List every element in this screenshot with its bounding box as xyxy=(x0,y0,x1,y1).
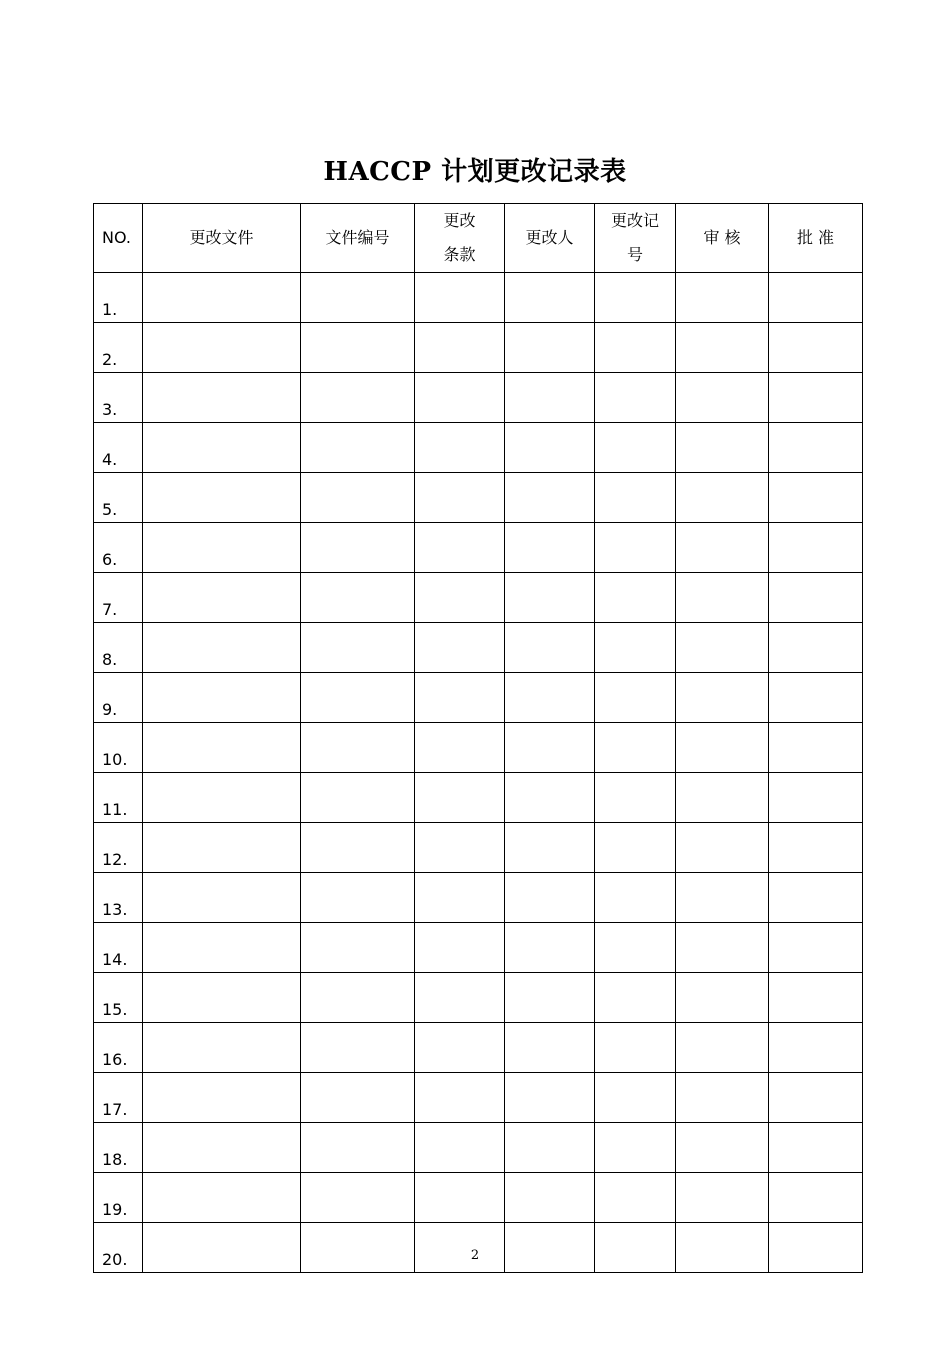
cell-review xyxy=(676,373,769,423)
table-row xyxy=(94,623,863,673)
cell-change-record-number xyxy=(595,873,676,923)
cell-changed-file xyxy=(143,723,301,773)
cell-changed-file xyxy=(143,673,301,723)
cell-file-number xyxy=(301,1073,415,1123)
row-number: 4. xyxy=(94,423,143,473)
cell-changed-file xyxy=(143,423,301,473)
cell-changed-clause xyxy=(415,1173,505,1223)
cell-changed-by xyxy=(505,573,595,623)
cell-file-number xyxy=(301,823,415,873)
cell-review xyxy=(676,423,769,473)
cell-changed-by xyxy=(505,1173,595,1223)
change-record-table xyxy=(93,203,863,1273)
cell-file-number xyxy=(301,923,415,973)
cell-change-record-number xyxy=(595,773,676,823)
table-row xyxy=(94,1123,863,1173)
table-row xyxy=(94,1073,863,1123)
cell-change-record-number xyxy=(595,473,676,523)
cell-approval xyxy=(769,373,863,423)
cell-changed-clause xyxy=(415,523,505,573)
cell-changed-file xyxy=(143,373,301,423)
cell-review xyxy=(676,673,769,723)
cell-changed-clause xyxy=(415,1073,505,1123)
cell-file-number xyxy=(301,423,415,473)
table-row xyxy=(94,1173,863,1223)
cell-review xyxy=(676,623,769,673)
header-changed-file-label: 更改文件 xyxy=(189,228,254,247)
cell-changed-clause xyxy=(415,273,505,323)
cell-changed-clause xyxy=(415,923,505,973)
cell-changed-file xyxy=(143,923,301,973)
cell-changed-by xyxy=(505,723,595,773)
row-number: 18. xyxy=(94,1123,143,1173)
header-change-record-number-line1: 更改记 xyxy=(610,211,659,230)
header-file-number xyxy=(301,204,415,273)
cell-change-record-number xyxy=(595,273,676,323)
cell-change-record-number xyxy=(595,723,676,773)
table-row xyxy=(94,573,863,623)
cell-file-number xyxy=(301,373,415,423)
cell-file-number xyxy=(301,323,415,373)
table-row xyxy=(94,923,863,973)
row-number: 6. xyxy=(94,523,143,573)
cell-file-number xyxy=(301,523,415,573)
cell-changed-clause xyxy=(415,673,505,723)
cell-review xyxy=(676,473,769,523)
header-no-label: NO. xyxy=(102,228,131,247)
cell-approval xyxy=(769,573,863,623)
header-approval xyxy=(769,204,863,273)
header-changed-by xyxy=(505,204,595,273)
cell-approval xyxy=(769,423,863,473)
cell-changed-file xyxy=(143,273,301,323)
cell-approval xyxy=(769,473,863,523)
cell-change-record-number xyxy=(595,623,676,673)
cell-changed-clause xyxy=(415,1123,505,1173)
cell-changed-by xyxy=(505,973,595,1023)
cell-changed-clause xyxy=(415,1023,505,1073)
cell-changed-file xyxy=(143,473,301,523)
cell-changed-by xyxy=(505,373,595,423)
table-row xyxy=(94,373,863,423)
cell-approval xyxy=(769,673,863,723)
cell-approval xyxy=(769,323,863,373)
row-number: 7. xyxy=(94,573,143,623)
cell-changed-file xyxy=(143,323,301,373)
cell-changed-by xyxy=(505,273,595,323)
cell-changed-clause xyxy=(415,973,505,1023)
cell-changed-clause xyxy=(415,823,505,873)
cell-changed-by xyxy=(505,423,595,473)
header-changed-clause-line2: 条款 xyxy=(443,245,476,264)
cell-changed-file xyxy=(143,1123,301,1173)
table-row xyxy=(94,773,863,823)
header-change-record-number xyxy=(595,204,676,273)
row-number: 11. xyxy=(94,773,143,823)
cell-changed-by xyxy=(505,323,595,373)
cell-changed-file xyxy=(143,973,301,1023)
row-number: 12. xyxy=(94,823,143,873)
cell-review xyxy=(676,1123,769,1173)
row-number: 1. xyxy=(94,273,143,323)
header-no xyxy=(94,204,143,273)
cell-file-number xyxy=(301,573,415,623)
table-body xyxy=(94,273,863,1273)
table-row xyxy=(94,423,863,473)
cell-file-number xyxy=(301,473,415,523)
cell-approval xyxy=(769,1073,863,1123)
cell-approval xyxy=(769,873,863,923)
cell-changed-clause xyxy=(415,723,505,773)
cell-review xyxy=(676,973,769,1023)
table-row xyxy=(94,973,863,1023)
cell-changed-by xyxy=(505,1073,595,1123)
cell-changed-clause xyxy=(415,873,505,923)
header-changed-clause xyxy=(415,204,505,273)
cell-review xyxy=(676,1173,769,1223)
cell-changed-clause xyxy=(415,623,505,673)
cell-changed-file xyxy=(143,823,301,873)
cell-changed-by xyxy=(505,923,595,973)
cell-approval xyxy=(769,623,863,673)
cell-review xyxy=(676,1023,769,1073)
cell-change-record-number xyxy=(595,823,676,873)
cell-approval xyxy=(769,923,863,973)
cell-review xyxy=(676,923,769,973)
cell-file-number xyxy=(301,1173,415,1223)
row-number: 8. xyxy=(94,623,143,673)
cell-change-record-number xyxy=(595,1023,676,1073)
cell-changed-file xyxy=(143,773,301,823)
cell-changed-clause xyxy=(415,423,505,473)
cell-changed-clause xyxy=(415,473,505,523)
cell-changed-file xyxy=(143,1023,301,1073)
row-number: 13. xyxy=(94,873,143,923)
cell-changed-file xyxy=(143,623,301,673)
header-changed-file xyxy=(143,204,301,273)
cell-file-number xyxy=(301,723,415,773)
cell-change-record-number xyxy=(595,573,676,623)
row-number: 5. xyxy=(94,473,143,523)
cell-changed-clause xyxy=(415,373,505,423)
cell-change-record-number xyxy=(595,673,676,723)
table-row xyxy=(94,523,863,573)
cell-approval xyxy=(769,1023,863,1073)
cell-change-record-number xyxy=(595,1073,676,1123)
cell-change-record-number xyxy=(595,423,676,473)
cell-changed-by xyxy=(505,473,595,523)
cell-changed-clause xyxy=(415,573,505,623)
cell-changed-by xyxy=(505,773,595,823)
cell-change-record-number xyxy=(595,1123,676,1173)
row-number: 14. xyxy=(94,923,143,973)
cell-changed-file xyxy=(143,573,301,623)
cell-changed-file xyxy=(143,523,301,573)
cell-review xyxy=(676,1073,769,1123)
cell-change-record-number xyxy=(595,323,676,373)
cell-changed-by xyxy=(505,523,595,573)
page-title: HACCP 计划更改记录表 xyxy=(323,157,627,187)
cell-changed-by xyxy=(505,673,595,723)
cell-changed-file xyxy=(143,1173,301,1223)
cell-review xyxy=(676,273,769,323)
cell-changed-clause xyxy=(415,323,505,373)
header-file-number-label: 文件编号 xyxy=(325,228,390,247)
row-number: 9. xyxy=(94,673,143,723)
cell-approval xyxy=(769,523,863,573)
cell-change-record-number xyxy=(595,923,676,973)
cell-review xyxy=(676,723,769,773)
cell-file-number xyxy=(301,1123,415,1173)
cell-changed-file xyxy=(143,873,301,923)
header-changed-by-label: 更改人 xyxy=(525,228,574,247)
table-row xyxy=(94,273,863,323)
table-row xyxy=(94,1023,863,1073)
cell-file-number xyxy=(301,623,415,673)
cell-approval xyxy=(769,1173,863,1223)
cell-changed-clause xyxy=(415,773,505,823)
table-row xyxy=(94,673,863,723)
cell-changed-by xyxy=(505,823,595,873)
cell-changed-by xyxy=(505,1023,595,1073)
table-row xyxy=(94,723,863,773)
table-row xyxy=(94,323,863,373)
cell-approval xyxy=(769,1123,863,1173)
table-row xyxy=(94,823,863,873)
cell-review xyxy=(676,573,769,623)
table-header-row xyxy=(94,204,863,273)
header-changed-clause-line1: 更改 xyxy=(443,211,476,230)
row-number: 15. xyxy=(94,973,143,1023)
row-number: 3. xyxy=(94,373,143,423)
cell-approval xyxy=(769,973,863,1023)
cell-changed-by xyxy=(505,623,595,673)
cell-change-record-number xyxy=(595,1173,676,1223)
header-change-record-number-line2: 号 xyxy=(626,245,643,264)
cell-changed-file xyxy=(143,1073,301,1123)
row-number: 2. xyxy=(94,323,143,373)
cell-file-number xyxy=(301,973,415,1023)
cell-change-record-number xyxy=(595,373,676,423)
cell-review xyxy=(676,823,769,873)
cell-change-record-number xyxy=(595,973,676,1023)
row-number: 10. xyxy=(94,723,143,773)
page-number: 2 xyxy=(470,1248,480,1263)
row-number: 19. xyxy=(94,1173,143,1223)
header-approval-label: 批 准 xyxy=(796,228,835,247)
row-number: 20. xyxy=(94,1223,143,1273)
header-review-label: 审 核 xyxy=(703,228,741,247)
cell-file-number xyxy=(301,673,415,723)
cell-file-number xyxy=(301,773,415,823)
cell-change-record-number xyxy=(595,523,676,573)
cell-review xyxy=(676,873,769,923)
cell-approval xyxy=(769,823,863,873)
cell-review xyxy=(676,323,769,373)
cell-file-number xyxy=(301,1023,415,1073)
cell-review xyxy=(676,773,769,823)
cell-file-number xyxy=(301,273,415,323)
cell-file-number xyxy=(301,873,415,923)
cell-review xyxy=(676,523,769,573)
header-review xyxy=(676,204,769,273)
row-number: 16. xyxy=(94,1023,143,1073)
cell-approval xyxy=(769,723,863,773)
cell-approval xyxy=(769,273,863,323)
table-row xyxy=(94,873,863,923)
table-row xyxy=(94,473,863,523)
cell-approval xyxy=(769,773,863,823)
cell-changed-by xyxy=(505,1123,595,1173)
cell-changed-by xyxy=(505,873,595,923)
row-number: 17. xyxy=(94,1073,143,1123)
